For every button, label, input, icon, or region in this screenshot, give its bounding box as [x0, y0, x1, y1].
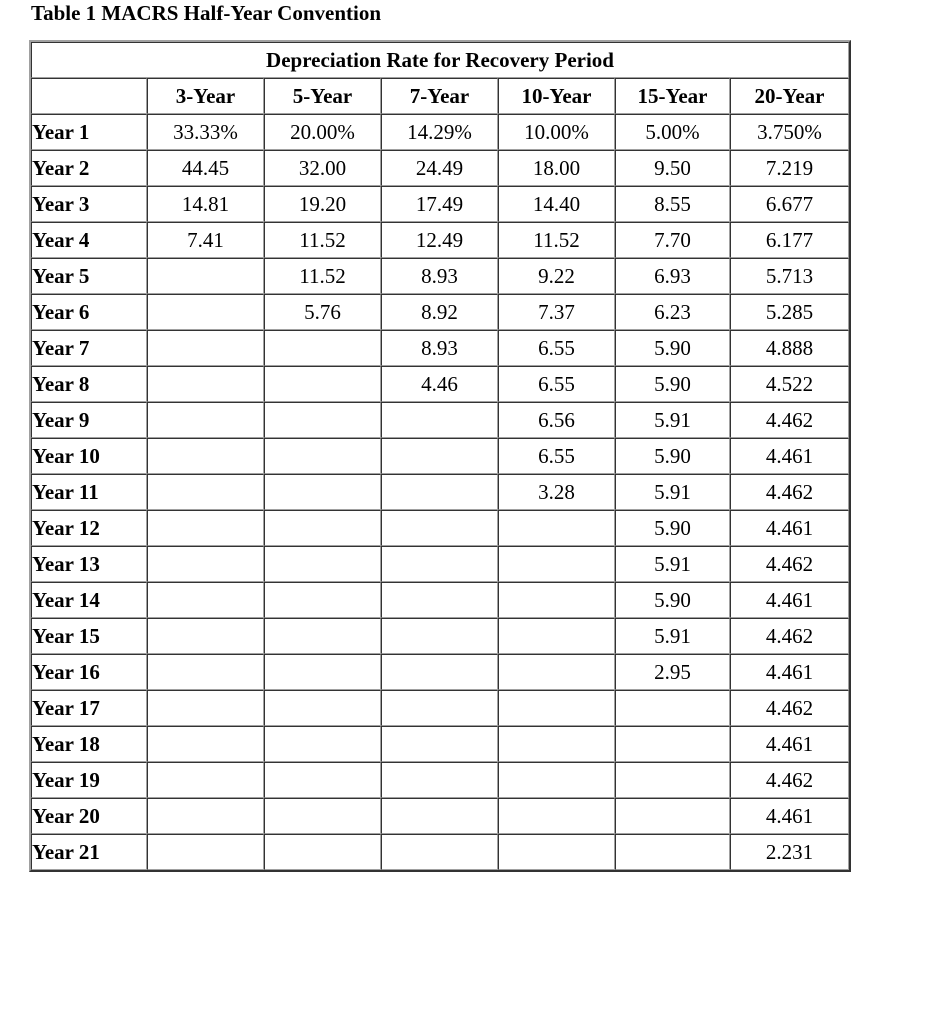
rate-cell — [615, 690, 730, 726]
rate-cell — [381, 726, 498, 762]
rate-cell — [615, 726, 730, 762]
rate-cell — [147, 690, 264, 726]
rate-cell: 11.52 — [498, 222, 615, 258]
rate-cell: 3.750% — [730, 114, 849, 150]
row-label: Year 2 — [31, 150, 147, 186]
rate-cell: 4.888 — [730, 330, 849, 366]
rate-cell — [264, 366, 381, 402]
rate-cell: 14.29% — [381, 114, 498, 150]
rate-cell — [381, 582, 498, 618]
rate-cell: 6.56 — [498, 402, 615, 438]
rate-cell: 4.522 — [730, 366, 849, 402]
rate-cell: 8.92 — [381, 294, 498, 330]
row-label: Year 16 — [31, 654, 147, 690]
rate-cell — [264, 510, 381, 546]
rate-cell: 4.462 — [730, 474, 849, 510]
group-header-row — [31, 42, 849, 78]
rate-cell — [147, 798, 264, 834]
rate-cell: 24.49 — [381, 150, 498, 186]
rate-cell — [381, 690, 498, 726]
table-row — [31, 186, 849, 222]
rate-cell: 5.00% — [615, 114, 730, 150]
rate-cell: 9.50 — [615, 150, 730, 186]
rate-cell — [147, 762, 264, 798]
row-label: Year 17 — [31, 690, 147, 726]
corner-cell — [31, 78, 147, 114]
rate-cell: 2.231 — [730, 834, 849, 870]
rate-cell: 14.40 — [498, 186, 615, 222]
rate-cell — [264, 402, 381, 438]
rate-cell — [147, 654, 264, 690]
rate-cell — [147, 618, 264, 654]
rate-cell — [147, 258, 264, 294]
rate-cell — [264, 762, 381, 798]
macrs-table — [29, 40, 851, 872]
row-label: Year 9 — [31, 402, 147, 438]
row-label: Year 10 — [31, 438, 147, 474]
rate-cell — [498, 690, 615, 726]
rate-cell: 8.93 — [381, 330, 498, 366]
table-row — [31, 366, 849, 402]
rate-cell — [381, 834, 498, 870]
row-label: Year 5 — [31, 258, 147, 294]
rate-cell — [498, 582, 615, 618]
rate-cell — [147, 546, 264, 582]
rate-cell — [147, 834, 264, 870]
rate-cell — [381, 402, 498, 438]
rate-cell: 6.55 — [498, 438, 615, 474]
rate-cell — [264, 330, 381, 366]
rate-cell: 5.90 — [615, 330, 730, 366]
rate-cell: 8.93 — [381, 258, 498, 294]
rate-cell: 4.461 — [730, 438, 849, 474]
rate-cell: 4.461 — [730, 798, 849, 834]
row-label: Year 12 — [31, 510, 147, 546]
row-label: Year 15 — [31, 618, 147, 654]
rate-cell: 11.52 — [264, 258, 381, 294]
rate-cell — [147, 294, 264, 330]
rate-cell: 5.91 — [615, 402, 730, 438]
row-label: Year 20 — [31, 798, 147, 834]
row-label: Year 6 — [31, 294, 147, 330]
rate-cell: 5.91 — [615, 546, 730, 582]
rate-cell: 3.28 — [498, 474, 615, 510]
table-row — [31, 510, 849, 546]
table-row — [31, 294, 849, 330]
rate-cell — [498, 654, 615, 690]
rate-cell: 5.90 — [615, 366, 730, 402]
rate-cell: 17.49 — [381, 186, 498, 222]
table-row — [31, 438, 849, 474]
rate-cell: 4.462 — [730, 618, 849, 654]
rate-cell: 8.55 — [615, 186, 730, 222]
row-label: Year 7 — [31, 330, 147, 366]
table-row — [31, 582, 849, 618]
table-row — [31, 114, 849, 150]
rate-cell: 6.23 — [615, 294, 730, 330]
table-row — [31, 150, 849, 186]
rate-cell: 4.461 — [730, 654, 849, 690]
rate-cell: 5.90 — [615, 582, 730, 618]
rate-cell: 11.52 — [264, 222, 381, 258]
rate-cell: 33.33% — [147, 114, 264, 150]
rate-cell — [381, 510, 498, 546]
rate-cell — [147, 366, 264, 402]
rate-cell: 7.219 — [730, 150, 849, 186]
column-header-row — [31, 78, 849, 114]
rate-cell — [498, 546, 615, 582]
rate-cell: 4.461 — [730, 582, 849, 618]
rate-cell — [147, 474, 264, 510]
rate-cell: 6.177 — [730, 222, 849, 258]
rate-cell — [381, 618, 498, 654]
rate-cell — [381, 798, 498, 834]
rate-cell — [264, 618, 381, 654]
rate-cell — [381, 474, 498, 510]
column-header-15-year: 15-Year — [615, 78, 730, 114]
rate-cell: 18.00 — [498, 150, 615, 186]
rate-cell: 5.76 — [264, 294, 381, 330]
rate-cell: 4.461 — [730, 510, 849, 546]
column-header-7-year: 7-Year — [381, 78, 498, 114]
rate-cell — [381, 546, 498, 582]
rate-cell: 5.90 — [615, 510, 730, 546]
rate-cell — [147, 438, 264, 474]
rate-cell: 4.462 — [730, 762, 849, 798]
table-row — [31, 330, 849, 366]
rate-cell: 5.90 — [615, 438, 730, 474]
table-row — [31, 654, 849, 690]
table-header — [31, 42, 849, 114]
table-row — [31, 546, 849, 582]
rate-cell — [264, 582, 381, 618]
rate-cell: 9.22 — [498, 258, 615, 294]
row-label: Year 1 — [31, 114, 147, 150]
table-row — [31, 834, 849, 870]
rate-cell: 2.95 — [615, 654, 730, 690]
column-header-5-year: 5-Year — [264, 78, 381, 114]
rate-cell: 32.00 — [264, 150, 381, 186]
rate-cell: 4.462 — [730, 402, 849, 438]
rate-cell — [264, 546, 381, 582]
rate-cell: 10.00% — [498, 114, 615, 150]
table-row — [31, 690, 849, 726]
rate-cell: 7.41 — [147, 222, 264, 258]
rate-cell: 44.45 — [147, 150, 264, 186]
column-header-20-year: 20-Year — [730, 78, 849, 114]
rate-cell — [498, 762, 615, 798]
table-row — [31, 618, 849, 654]
row-label: Year 18 — [31, 726, 147, 762]
row-label: Year 4 — [31, 222, 147, 258]
rate-cell: 6.55 — [498, 330, 615, 366]
rate-cell: 6.55 — [498, 366, 615, 402]
rate-cell: 4.461 — [730, 726, 849, 762]
rate-cell — [264, 474, 381, 510]
table-row — [31, 222, 849, 258]
row-label: Year 14 — [31, 582, 147, 618]
rate-cell — [264, 798, 381, 834]
rate-cell — [264, 690, 381, 726]
rate-cell — [147, 330, 264, 366]
rate-cell — [615, 798, 730, 834]
rate-cell — [615, 762, 730, 798]
table-body — [31, 114, 849, 870]
table-title: Table 1 MACRS Half-Year Convention — [31, 1, 382, 25]
column-header-3-year: 3-Year — [147, 78, 264, 114]
rate-cell — [381, 438, 498, 474]
rate-cell — [381, 654, 498, 690]
rate-cell: 4.462 — [730, 546, 849, 582]
rate-cell — [498, 834, 615, 870]
table-row — [31, 474, 849, 510]
rate-cell: 7.70 — [615, 222, 730, 258]
rate-cell: 5.91 — [615, 618, 730, 654]
rate-cell: 20.00% — [264, 114, 381, 150]
rate-cell: 12.49 — [381, 222, 498, 258]
table-row — [31, 258, 849, 294]
rate-cell: 7.37 — [498, 294, 615, 330]
rate-cell: 5.713 — [730, 258, 849, 294]
rate-cell — [264, 438, 381, 474]
rate-cell: 4.462 — [730, 690, 849, 726]
row-label: Year 11 — [31, 474, 147, 510]
table-row — [31, 402, 849, 438]
rate-cell: 4.46 — [381, 366, 498, 402]
row-label: Year 3 — [31, 186, 147, 222]
table-row — [31, 726, 849, 762]
rate-cell — [147, 510, 264, 546]
rate-cell — [147, 402, 264, 438]
rate-cell: 6.93 — [615, 258, 730, 294]
row-label: Year 21 — [31, 834, 147, 870]
rate-cell — [498, 726, 615, 762]
row-label: Year 19 — [31, 762, 147, 798]
table-row — [31, 798, 849, 834]
rate-cell — [264, 654, 381, 690]
rate-cell — [147, 582, 264, 618]
rate-cell — [264, 726, 381, 762]
rate-cell — [498, 618, 615, 654]
rate-cell — [381, 762, 498, 798]
group-header-cell: Depreciation Rate for Recovery Period — [31, 42, 849, 78]
rate-cell: 5.91 — [615, 474, 730, 510]
row-label: Year 13 — [31, 546, 147, 582]
rate-cell: 19.20 — [264, 186, 381, 222]
rate-cell: 14.81 — [147, 186, 264, 222]
rate-cell — [264, 834, 381, 870]
table-row — [31, 762, 849, 798]
rate-cell — [615, 834, 730, 870]
rate-cell: 6.677 — [730, 186, 849, 222]
rate-cell — [498, 798, 615, 834]
rate-cell — [147, 726, 264, 762]
row-label: Year 8 — [31, 366, 147, 402]
column-header-10-year: 10-Year — [498, 78, 615, 114]
rate-cell: 5.285 — [730, 294, 849, 330]
rate-cell — [498, 510, 615, 546]
